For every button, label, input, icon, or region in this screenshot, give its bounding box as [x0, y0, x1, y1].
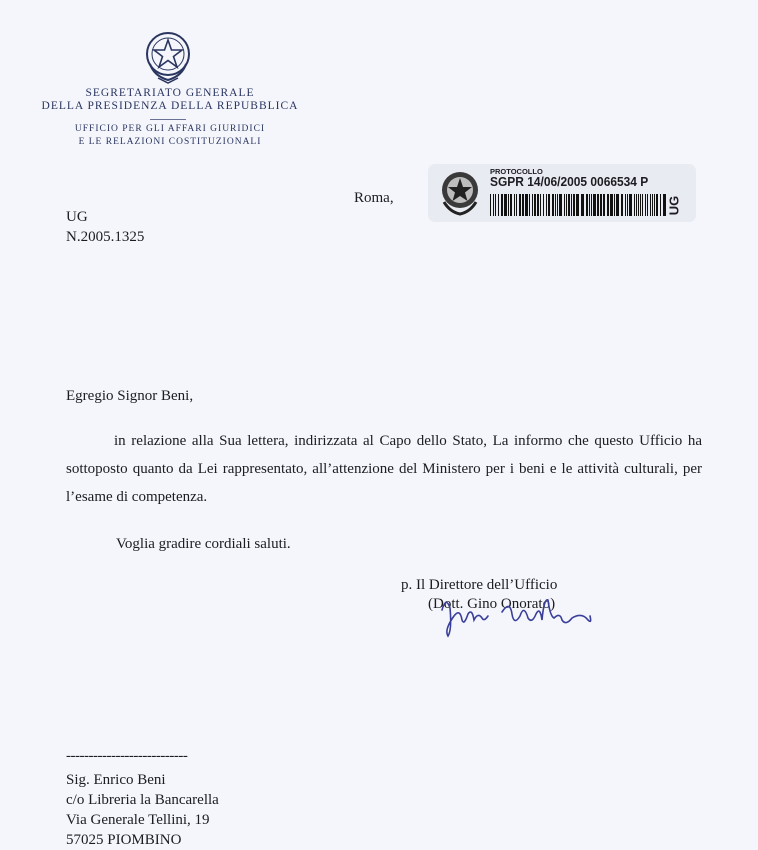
signatory-title: p. Il Direttore dell’Ufficio [401, 577, 558, 593]
protocol-side-code: UG [666, 195, 682, 216]
barcode-bar [534, 194, 536, 216]
barcode-bar [498, 194, 499, 216]
addressee-care-of: c/o Libreria la Bancarella [66, 792, 219, 808]
barcode-bar [610, 194, 613, 216]
barcode-bar [557, 194, 558, 216]
barcode-bar [654, 194, 655, 216]
protocol-code: SGPR 14/06/2005 0066534 P [490, 174, 649, 189]
barcode [490, 194, 666, 216]
letterhead-divider [150, 119, 186, 120]
letterhead-line-1: SEGRETARIATO GENERALE [85, 87, 255, 99]
barcode-bar [660, 194, 661, 216]
letterhead-line-3: UFFICIO PER GLI AFFARI GIURIDICI [74, 124, 266, 134]
barcode-bar [540, 194, 541, 216]
barcode-bar [586, 194, 588, 216]
barcode-bar [514, 194, 515, 216]
barcode-bar [627, 194, 628, 216]
barcode-bar [629, 194, 632, 216]
barcode-bar [591, 194, 592, 216]
barcode-bar [636, 194, 637, 216]
address-separator: --------------------------- [66, 748, 188, 764]
barcode-bar [616, 194, 619, 216]
italian-republic-emblem-icon [144, 30, 192, 84]
barcode-bar [603, 194, 605, 216]
signatory-name: (Dott. Gino Onorato) [428, 596, 556, 612]
barcode-bar [493, 194, 494, 216]
stamp-emblem-icon [438, 170, 482, 216]
barcode-bar [546, 194, 547, 216]
barcode-bar [571, 194, 572, 216]
salutation: Egregio Signor Beni, [66, 388, 194, 404]
reference-number: N.2005.1325 [66, 229, 145, 245]
barcode-bar [564, 194, 565, 216]
barcode-bar [522, 194, 524, 216]
letter-body: in relazione alla Sua lettera, indirizzata al Capo dello Stato, La informo che questo Ufficio ha sottoposto quanto da Lei rappresentato, all’attenzione del Ministero per i beni e le attività culturali, per l’esame di competenza. [66, 433, 702, 505]
barcode-bar [537, 194, 539, 216]
barcode-bar [548, 194, 550, 216]
barcode-bar [581, 194, 584, 216]
barcode-bar [597, 194, 599, 216]
barcode-bar [568, 194, 570, 216]
barcode-bar [656, 194, 658, 216]
place-label: Roma, [354, 190, 394, 206]
barcode-bar [543, 194, 544, 216]
barcode-bar [614, 194, 615, 216]
barcode-bar [647, 194, 648, 216]
barcode-bar [652, 194, 653, 216]
barcode-bar [490, 194, 491, 216]
barcode-bar [566, 194, 567, 216]
letterhead-line-2: DELLA PRESIDENZA DELLA REPUBBLICA [41, 100, 299, 112]
barcode-bar [559, 194, 562, 216]
barcode-bar [593, 194, 596, 216]
protocol-label: PROTOCOLLO [490, 167, 543, 176]
barcode-bar [495, 194, 496, 216]
protocol-stamp [428, 164, 696, 222]
barcode-bar [600, 194, 602, 216]
addressee-name: Sig. Enrico Beni [66, 772, 166, 788]
barcode-bar [532, 194, 533, 216]
barcode-bar [625, 194, 626, 216]
barcode-bar [607, 194, 609, 216]
barcode-bar [552, 194, 554, 216]
barcode-bar [504, 194, 507, 216]
letterhead-line-4: E LE RELAZIONI COSTITUZIONALI [78, 137, 262, 147]
barcode-bar [510, 194, 512, 216]
barcode-bar [573, 194, 575, 216]
barcode-bar [645, 194, 646, 216]
barcode-bar [525, 194, 528, 216]
barcode-bar [589, 194, 590, 216]
addressee-street: Via Generale Tellini, 19 [66, 812, 210, 828]
barcode-bar [642, 194, 643, 216]
barcode-bar [638, 194, 639, 216]
reference-office: UG [66, 209, 88, 225]
barcode-bar [576, 194, 579, 216]
barcode-bar [634, 194, 635, 216]
barcode-bar [516, 194, 517, 216]
barcode-bar [621, 194, 623, 216]
barcode-bar [555, 194, 556, 216]
barcode-bar [529, 194, 530, 216]
barcode-bar [508, 194, 509, 216]
closing-line: Voglia gradire cordiali saluti. [116, 536, 291, 552]
handwritten-signature [432, 590, 600, 640]
addressee-city: 57025 PIOMBINO [66, 832, 182, 848]
barcode-bar [650, 194, 651, 216]
barcode-bar [640, 194, 641, 216]
barcode-bar [501, 194, 503, 216]
barcode-bar [519, 194, 521, 216]
